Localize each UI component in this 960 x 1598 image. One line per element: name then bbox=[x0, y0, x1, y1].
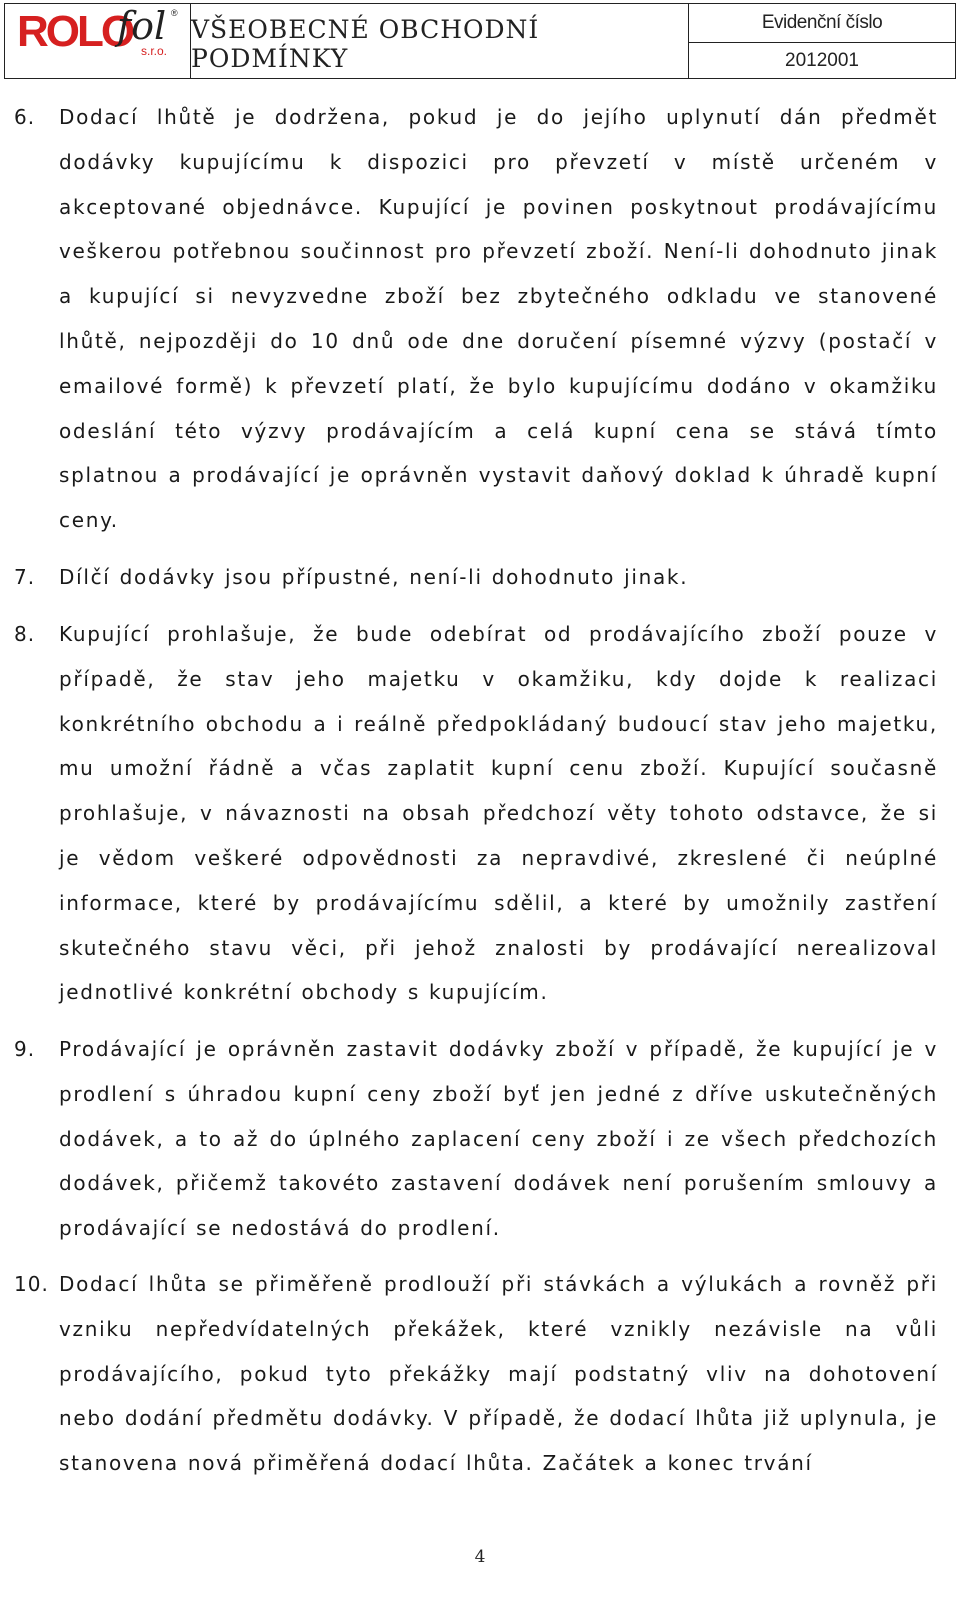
evidence-label: Evidenční číslo bbox=[689, 4, 955, 43]
page-number: 4 bbox=[474, 1547, 486, 1567]
clause-6 bbox=[14, 95, 938, 543]
logo-brand: ROLO bbox=[17, 7, 133, 56]
document-title: VŠEOBECNÉ OBCHODNÍ PODMÍNKY bbox=[191, 15, 540, 73]
company-logo bbox=[5, 4, 191, 78]
clause-text: Dodací lhůtě je dodržena, pokud je do jejího uplynutí dán předmět dodávky kupujícímu k dispozici pro převzetí v místě určeném v akceptované objednávce. Kupující je povinen poskytnout prodávajícímu veškerou potřebnou součinnost pro převzetí zboží. Není-li dohodnuto jinak a kupující si nevyzvedne zboží bez zbytečného odkladu ve stanovené lhůtě, nejpozději do 10 dnů ode dne doručení písemné výzvy (postačí v emailové formě) k převzetí platí, že bylo kupujícímu dodáno v okamžiku odeslání této výzvy prodávajícím a celá kupní cena se stává tímto splatnou a prodávající je oprávněn vystavit daňový doklad k úhradě kupní ceny. bbox=[59, 105, 938, 533]
clause-number: 8. bbox=[14, 622, 36, 646]
clause-7 bbox=[14, 555, 938, 600]
header-title-cell bbox=[191, 4, 689, 78]
clause-number: 7. bbox=[14, 565, 36, 589]
clause-text: Prodávající je oprávněn zastavit dodávky zboží v případě, že kupující je v prodlení s úhradou kupní ceny zboží byť jen jedné z dříve uskutečněných dodávek, a to až do úplného zaplacení ceny zboží i ze všech předchozích dodávek, přičemž takovéto zastavení dodávek není porušením smlouvy a prodávající se nedostává do prodlení. bbox=[59, 1037, 938, 1241]
logo-suffix: s.r.o. bbox=[141, 44, 168, 58]
logo-registered-mark: ® bbox=[171, 8, 178, 18]
logo-script: fol bbox=[117, 4, 167, 48]
clause-9 bbox=[14, 1027, 938, 1251]
clause-text: Dílčí dodávky jsou přípustné, není-li dohodnuto jinak. bbox=[59, 565, 689, 589]
clause-10 bbox=[14, 1262, 938, 1486]
evidence-cell bbox=[689, 4, 955, 78]
clause-number: 10. bbox=[14, 1272, 49, 1296]
clause-number: 6. bbox=[14, 105, 36, 129]
clause-text: Kupující prohlašuje, že bude odebírat od prodávajícího zboží pouze v případě, že stav jeho majetku v okamžiku, kdy dojde k realizaci konkrétního obchodu a i reálně předpokládaný budoucí stav jeho majetku, mu umožní řádně a včas zaplatit kupní cenu zboží. Kupující současně prohlašuje, v návaznosti na obsah předchozí věty tohoto odstavce, že si je vědom veškeré odpovědnosti za nepravdivé, zkreslené či neúplné informace, které by prodávajícímu sdělil, a které by umožnily zastření skutečného stavu věci, při jehož znalosti by prodávající nerealizoval jednotlivé konkrétní obchody s kupujícím. bbox=[59, 622, 938, 1005]
clause-text: Dodací lhůta se přiměřeně prodlouží při stávkách a výlukách a rovněž při vzniku nepředvídatelných překážek, které vznikly nezávisle na vůli prodávajícího, pokud tyto překážky mají podstatný vliv na dohotovení nebo dodání předmětu dodávky. V případě, že dodací lhůta již uplynula, je stanovena nová přiměřená dodací lhůta. Začátek a konec trvání bbox=[59, 1272, 938, 1476]
clause-number: 9. bbox=[14, 1037, 36, 1061]
evidence-number: 2012001 bbox=[785, 49, 859, 71]
clause-8 bbox=[14, 612, 938, 1015]
document-header bbox=[4, 3, 956, 79]
